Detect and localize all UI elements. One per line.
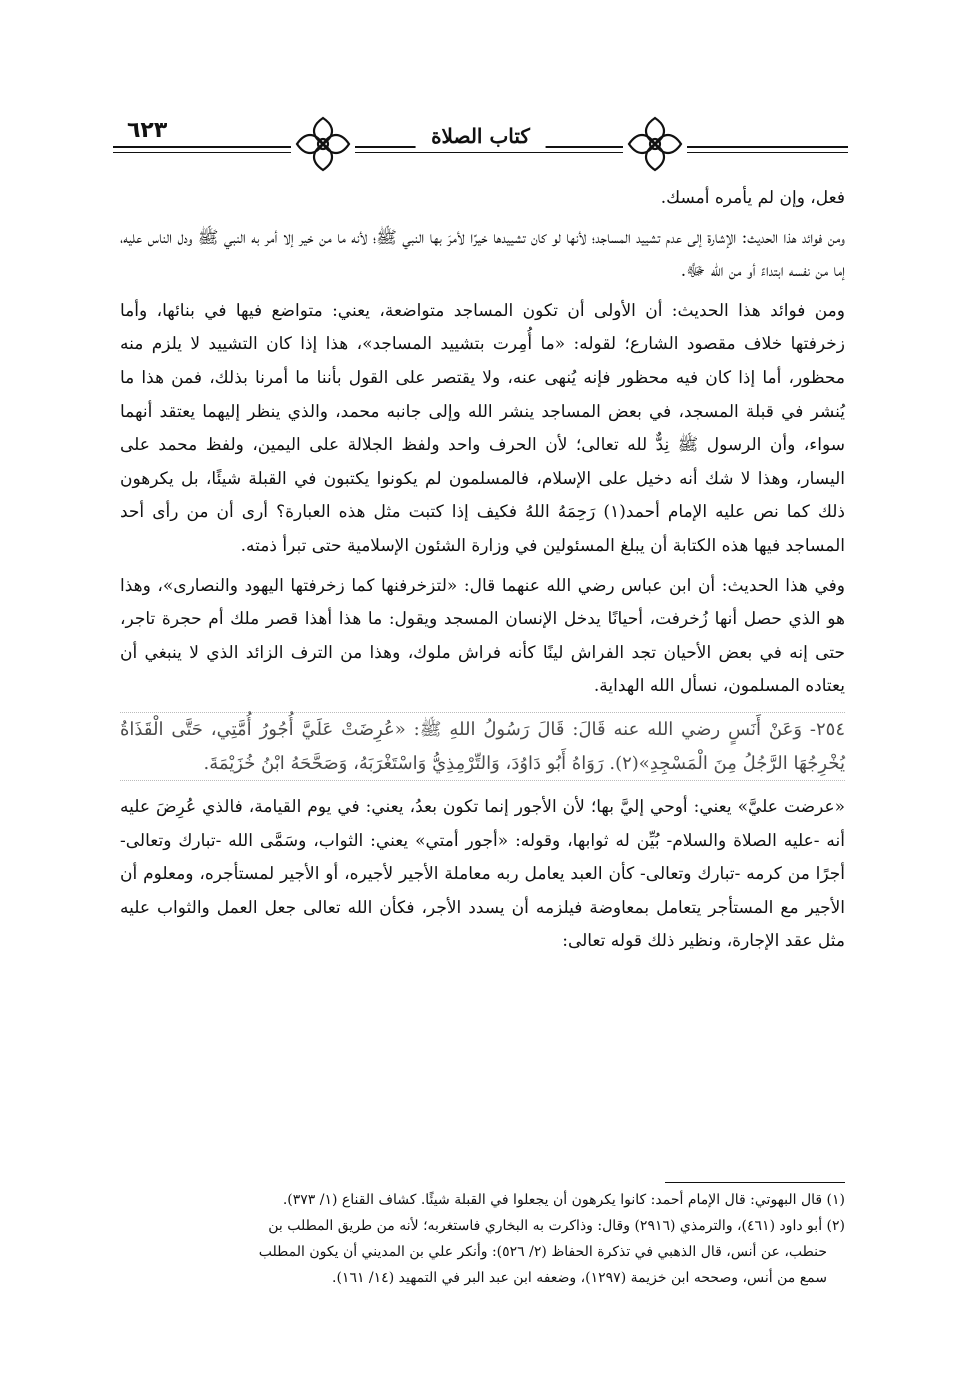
- page-header: [113, 112, 848, 172]
- paragraph: ومن فوائد هذا الحديث: الإشارة إلى عدم تشييد المساجد؛ لأنها لو كان تشييدها خيرًا لأمرَ بها النبي ﷺ؛ لأنه ما من خير إلا أمر به النبي ﷺ ودل الناس عليه، إما من نفسه ابتداءً أو من الله ﷻ.: [120, 227, 845, 282]
- header-rule-thin: [113, 152, 848, 153]
- page-body: [120, 182, 845, 965]
- footnote-rule: [665, 1182, 845, 1183]
- hadith-text: ٢٥٤- وَعَنْ أَنَسٍ رضي الله عنه قَالَ: قَالَ رَسُولُ اللهِ ﷺ: «عُرِضَتْ عَلَيَّ أُجُورُ أُمَّتِي، حَتَّى الْقَذَاةُ يُخْرِجُهَا الرَّجُلُ مِنَ الْمَسْجِدِ»(٢). رَوَاهُ أَبُو دَاوُدَ، وَالتِّرْمِذِيُّ وَاسْتَغْرَبَهُ، وَصَحَّحَهُ ابْنُ خُزَيْمَةَ.: [120, 712, 845, 781]
- paragraph: ومن فوائد هذا الحديث: أن الأولى أن تكون المساجد متواضعة، يعني: متواضع فيها في بنائها، وأما زخرفتها خلاف مقصود الشارع؛ لقوله: «ما أُمِرت بتشييد المساجد»، هذا إذا كان التشييد لا يلزم منه محظور، أما إذا كان فيه محظور فإنه يُنهى عنه، ولا يقتصر على القول بأننا ما أمرنا بذلك، فمن هذا ما يُنشر في قبلة المسجد، في بعض المساجد ينشر الله وإلى جانبه محمد، والذي ينظر إليهما يعتقد أنهما سواء، وأن الرسول ﷺ نِدٌّ لله تعالى؛ لأن الحرف واحد ولفظ الجلالة على اليمين، ولفظ محمد على اليسار، وهذا لا شك أنه دخيل على الإسلام، فالمسلمون لم يكونوا يكتبون في القبلة شيئًا، بل يكرهون ذلك كما نص عليه الإمام أحمد(١) رَحِمَهُ اللهُ فكيف إذا كتبت مثل هذه العبارة؟ أرى أن من رأى أحد المساجد فيها هذه الكتابة أن يبلغ المسئولين في وزارة الشئون الإسلامية حتى تبرأ ذمته.: [120, 300, 845, 556]
- paragraph: «عرضت عليَّ» يعني: أوحي إليَّ بها؛ لأن الأجور إنما تكون بعدُ، يعني: في يوم القيامة، فالذي عُرِضَ عليه أنه -عليه الصلاة والسلام- بُيِّن له ثوابها، وقوله: «أجور أمتي» يعني: الثواب، وسَمَّى الله -تبارك وتعالى- أجرًا من كرمه -تبارك وتعالى- كأن العبد يعامل ربه معاملة الأجير لأجيره، أو الأجير لمستأجره، ومعلوم أن الأجير مع المستأجر يتعامل بمعاوضة فيلزمه أن يسدد الأجر، فكأن الله تعالى جعل العمل والثواب عليه مثل عقد الإجارة، ونظير ذلك قوله تعالى:: [120, 797, 845, 952]
- chapter-title: كتاب الصلاة: [415, 124, 546, 148]
- footnote-continuation: سمع من أنس، وصححه ابن خزيمة (١٢٩٧)، وضعفه ابن عبد البر في التمهيد (١٤/ ١٦١).: [332, 1270, 827, 1286]
- footnotes: [120, 1187, 845, 1291]
- footnote: (٢) أبو داود (٤٦١)، والترمذي (٢٩١٦) وقال: وذاكرت به البخاري فاستغربه؛ لأنه من طريق المطلب بن: [268, 1218, 845, 1234]
- paragraph: فعل، وإن لم يأمره أمسك.: [660, 188, 845, 208]
- footnote-continuation: حنطب، عن أنس، قال الذهبي في تذكرة الحفاظ (٢/ ٥٢٦): وأنكر علي بن المديني أن يكون المطلب: [258, 1244, 827, 1260]
- paragraph: وفي هذا الحديث: أن ابن عباس رضي الله عنهما قال: «لتزخرفنها كما زخرفتها اليهود والنصارى»، وهذا هو الذي حصل أنها زُخرفت، أحيانًا يدخل الإنسان المسجد ويقول: ما هذا أهذا قصر ملك أم حجرة تاجر، حتى إنه في بعض الأحيان تجد الفراش لينًا كأنه فراش ملوك، وهذا من الترف الزائد الذي لا ينبغي أن يعتاده المسلمون، نسأل الله الهداية.: [120, 575, 845, 697]
- ornament-icon: [291, 112, 355, 176]
- ornament-icon: [623, 112, 687, 176]
- page-number: ٦٢٣: [123, 118, 171, 143]
- footnote: (١) قال البهوتي: قال الإمام أحمد: كانوا يكرهون أن يجعلوا في القبلة شيئًا. كشاف القناع (١/ ٣٧٣).: [282, 1192, 845, 1208]
